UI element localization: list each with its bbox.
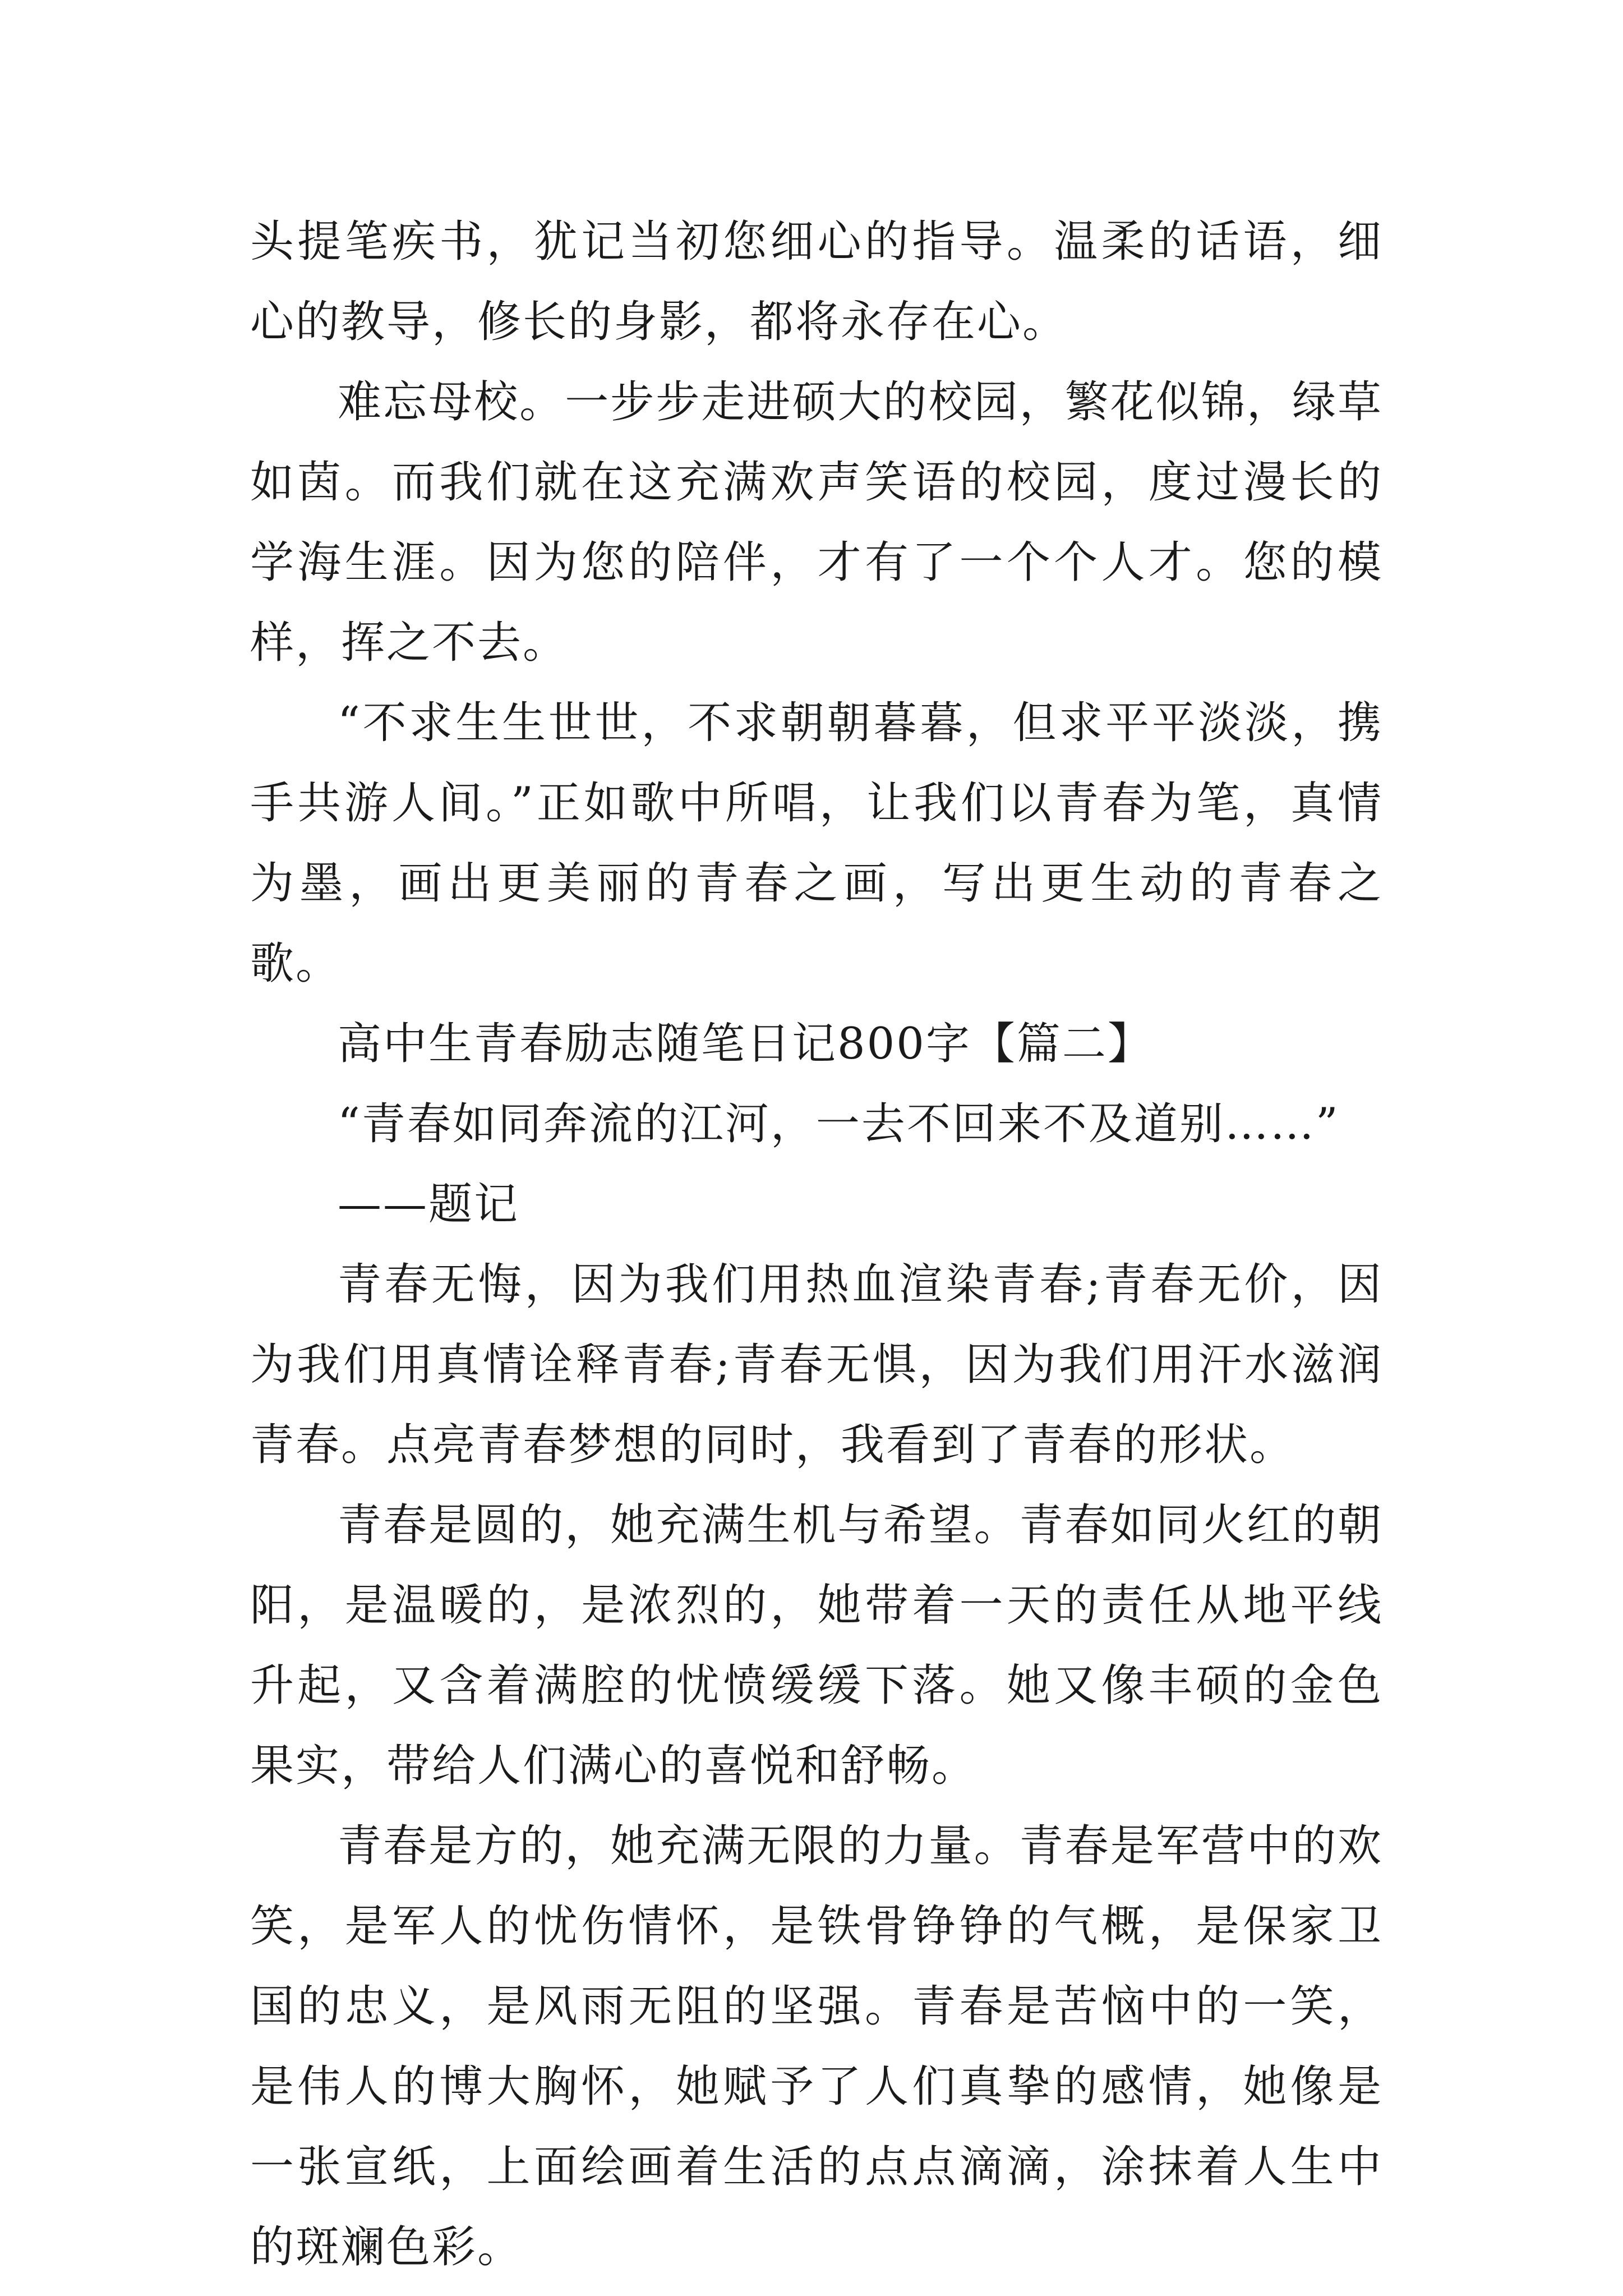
paragraph-continuation: 头提笔疾书，犹记当初您细心的指导。温柔的话语，细心的教导，修长的身影，都将永存在心。 — [250, 217, 1383, 347]
paragraph-song-quote: “不求生生世世，不求朝朝暮暮，但求平平淡淡，携手共游人间。”正如歌中所唱，让我们以青春为笔，真情为墨，画出更美丽的青春之画，写出更生动的青春之歌。 — [250, 698, 1383, 989]
paragraph-youth-square: 青春是方的，她充满无限的力量。青春是军营中的欢笑，是军人的忧伤情怀，是铁骨铮铮的气概，是保家卫国的忠义，是风雨无阻的坚强。青春是苦恼中的一笑，是伟人的博大胸怀，她赋予了人们真挚的感情，她像是一张宣纸，上面绘画着生活的点点滴滴，涂抹着人生中的斑斓色彩。 — [250, 1821, 1383, 2272]
epigraph-quote: “青春如同奔流的江河，一去不回来不及道别……” — [338, 1099, 1340, 1149]
document-body — [250, 202, 1383, 2288]
section-heading: 高中生青春励志随笔日记800字【篇二】 — [338, 1019, 1153, 1069]
paragraph-youth-no-regret: 青春无悔，因为我们用热血渲染青春;青春无价，因为我们用真情诠释青春;青春无惧，因为我们用汗水滋润青春。点亮青春梦想的同时，我看到了青春的形状。 — [250, 1259, 1383, 1470]
paragraph-alma-mater: 难忘母校。一步步走进硕大的校园，繁花似锦，绿草如茵。而我们就在这充满欢声笑语的校园，度过漫长的学海生涯。因为您的陪伴，才有了一个个人才。您的模样，挥之不去。 — [250, 377, 1383, 668]
epigraph-attribution: ——题记 — [338, 1179, 520, 1230]
paragraph-youth-round: 青春是圆的，她充满生机与希望。青春如同火红的朝阳，是温暖的，是浓烈的，她带着一天的责任从地平线升起，又含着满腔的忧愤缓缓下落。她又像丰硕的金色果实，带给人们满心的喜悦和舒畅。 — [250, 1500, 1383, 1791]
